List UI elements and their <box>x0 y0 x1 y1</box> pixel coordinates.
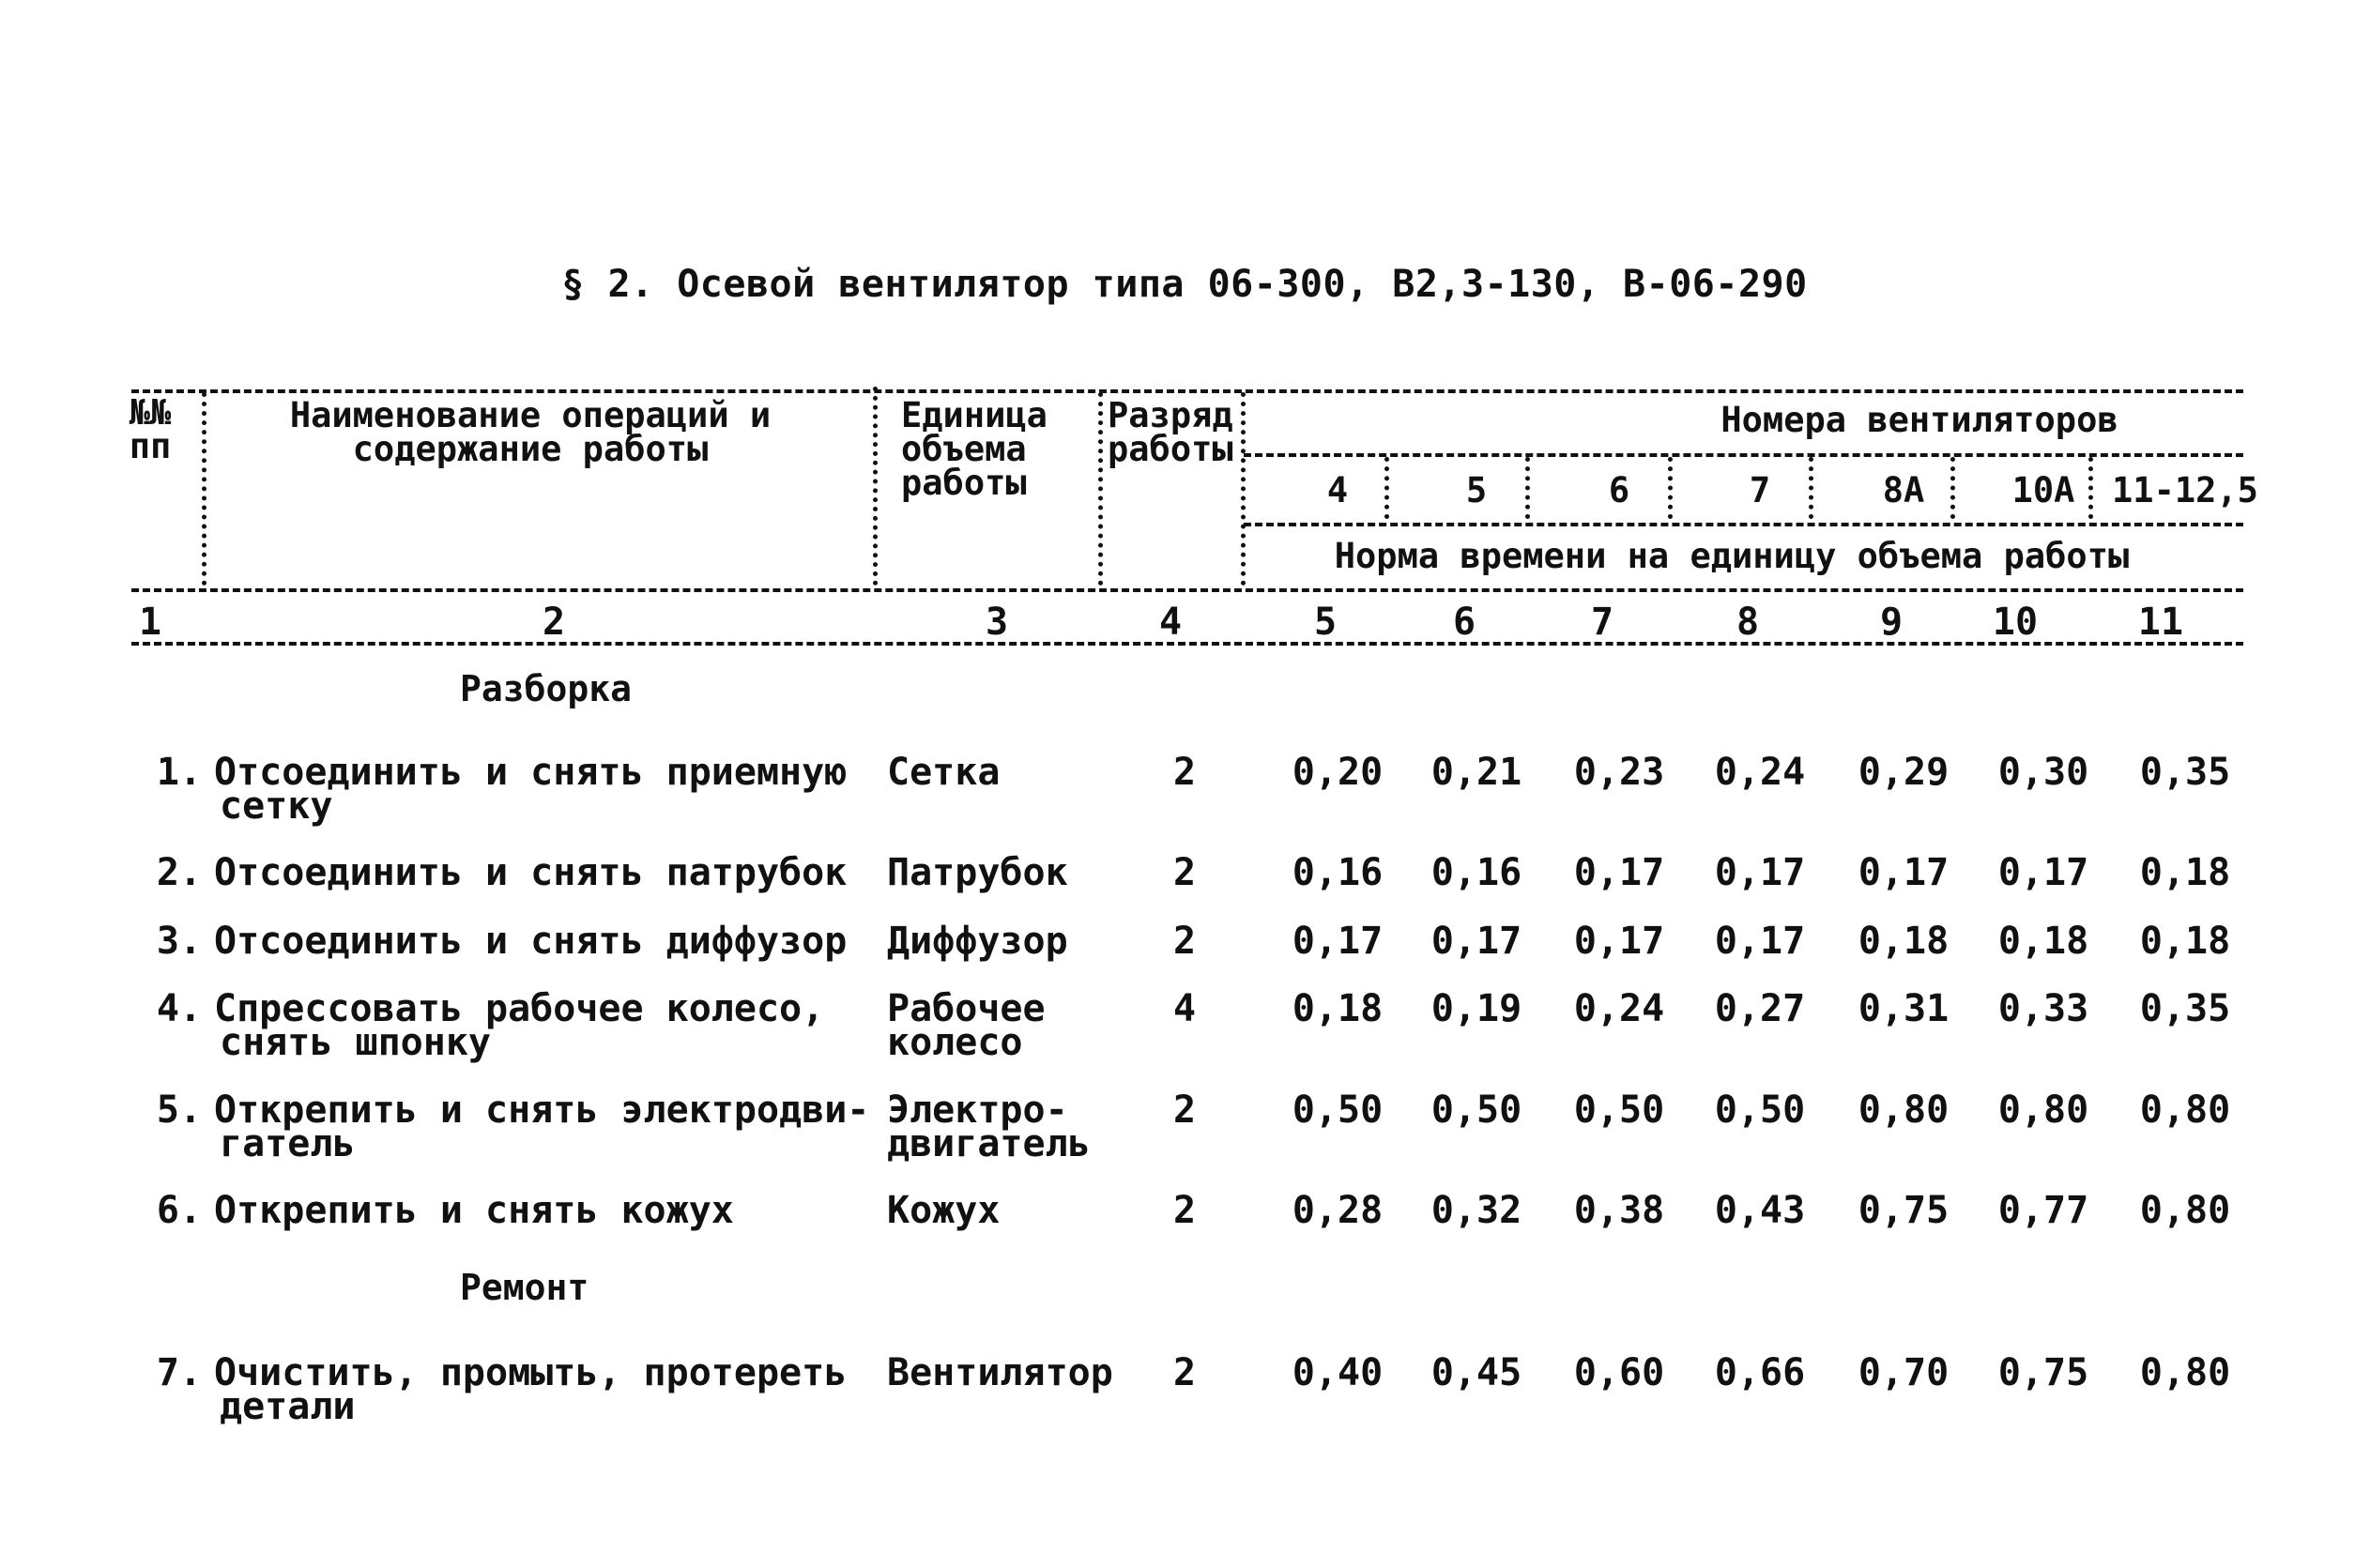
header-num-line: пп <box>129 426 172 466</box>
unit-line: колесо <box>887 1021 1023 1064</box>
dotted-separator <box>1950 457 1955 519</box>
fan-number: 4 <box>1326 470 1349 510</box>
grade-cell: 2 <box>1172 1189 1197 1232</box>
norm-value-cell: 0,70 <box>1858 1351 1950 1394</box>
norm-value-cell: 0,32 <box>1430 1189 1522 1232</box>
header-num-line: №№ <box>129 392 172 433</box>
norm-value-cell: 0,21 <box>1430 751 1522 794</box>
dotted-separator <box>1384 457 1389 519</box>
norm-value-cell: 0,27 <box>1714 987 1806 1030</box>
operation-cell <box>214 751 848 828</box>
norm-value-cell: 0,20 <box>1292 751 1384 794</box>
norm-value-cell: 0,18 <box>1997 920 2089 963</box>
row-number: 6. <box>156 1189 202 1232</box>
header-name-line: содержание работы <box>352 429 709 469</box>
operation-line: Спрессовать рабочее колесо, <box>214 987 825 1030</box>
unit-line: Сетка <box>887 751 1001 794</box>
dotted-separator <box>1098 392 1103 586</box>
unit-cell <box>887 920 1068 963</box>
norm-value-cell: 0,43 <box>1714 1189 1806 1232</box>
norm-value-cell: 0,80 <box>1858 1088 1950 1132</box>
norm-value-cell: 0,35 <box>2139 751 2231 794</box>
operation-cell <box>214 851 848 894</box>
column-number: 5 <box>1313 601 1338 644</box>
norm-value-cell: 0,75 <box>1858 1189 1950 1232</box>
norm-value-cell: 0,17 <box>1714 920 1806 963</box>
header-grade-line: работы <box>1108 429 1233 469</box>
operation-cell <box>214 987 825 1064</box>
header-name <box>289 395 772 469</box>
operation-line: гатель <box>220 1122 356 1165</box>
operation-line: детали <box>220 1385 356 1428</box>
unit-line: Патрубок <box>887 851 1068 894</box>
operation-line: Открепить и снять электродви- <box>214 1088 870 1132</box>
column-number: 2 <box>542 601 566 644</box>
norm-value-cell: 0,50 <box>1430 1088 1522 1132</box>
page-title: § 2. Осевой вентилятор типа 06-300, В2,3-130, В-06-290 <box>561 263 1808 306</box>
fan-number: 7 <box>1749 470 1771 510</box>
norm-value-cell: 0,33 <box>1997 987 2089 1030</box>
grade-cell: 2 <box>1172 851 1197 894</box>
unit-line: Диффузор <box>887 920 1068 963</box>
unit-line: Вентилятор <box>887 1351 1113 1394</box>
unit-line: двигатель <box>887 1122 1091 1165</box>
column-number: 8 <box>1736 601 1760 644</box>
norm-value-cell: 0,80 <box>2139 1088 2231 1132</box>
dotted-separator <box>202 392 206 586</box>
section-title: Ремонт <box>460 1267 589 1308</box>
operation-cell <box>214 1351 848 1428</box>
dotted-separator <box>1525 457 1530 519</box>
operation-line: Отсоединить и снять приемную <box>214 751 848 794</box>
fan-number: 11-12,5 <box>2112 470 2258 510</box>
header-unit <box>901 395 1048 503</box>
row-number: 7. <box>156 1351 202 1394</box>
norm-value-cell: 0,31 <box>1858 987 1950 1030</box>
dotted-separator <box>1809 457 1813 519</box>
fan-number: 6 <box>1608 470 1630 510</box>
column-number: 3 <box>985 601 1009 644</box>
header-unit-line: объема <box>901 429 1027 469</box>
norm-value-cell: 0,18 <box>1292 987 1384 1030</box>
fan-number: 10А <box>2011 470 2075 510</box>
grade-cell: 2 <box>1172 1088 1197 1132</box>
unit-cell <box>887 1088 1091 1165</box>
column-number: 4 <box>1158 601 1183 644</box>
header-norm-title: Норма времени на единицу объема работы <box>1334 536 2130 576</box>
norm-value-cell: 0,24 <box>1573 987 1665 1030</box>
norm-value-cell: 0,45 <box>1430 1351 1522 1394</box>
dashed-rule <box>131 389 2243 393</box>
norm-value-cell: 0,17 <box>1292 920 1384 963</box>
norm-value-cell: 0,23 <box>1573 751 1665 794</box>
norm-value-cell: 0,17 <box>1858 851 1950 894</box>
grade-cell: 2 <box>1172 751 1197 794</box>
norm-value-cell: 0,60 <box>1573 1351 1665 1394</box>
norm-value-cell: 0,17 <box>1714 851 1806 894</box>
fan-number: 8А <box>1882 470 1925 510</box>
norm-value-cell: 0,38 <box>1573 1189 1665 1232</box>
norm-value-cell: 0,24 <box>1714 751 1806 794</box>
norm-value-cell: 0,17 <box>1430 920 1522 963</box>
operation-cell <box>214 920 848 963</box>
operation-line: Отсоединить и снять диффузор <box>214 920 848 963</box>
dotted-separator <box>873 387 878 586</box>
column-number: 11 <box>2137 601 2184 644</box>
norm-value-cell: 0,40 <box>1292 1351 1384 1394</box>
norm-value-cell: 0,18 <box>1858 920 1950 963</box>
norm-value-cell: 0,29 <box>1858 751 1950 794</box>
unit-cell <box>887 851 1068 894</box>
norm-value-cell: 0,50 <box>1714 1088 1806 1132</box>
norm-value-cell: 0,17 <box>1573 920 1665 963</box>
header-fans-title: Номера вентиляторов <box>1720 400 2118 440</box>
norm-value-cell: 0,50 <box>1573 1088 1665 1132</box>
unit-line: Рабочее <box>887 987 1046 1030</box>
operation-line: Очистить, промыть, протереть <box>214 1351 848 1394</box>
unit-cell <box>887 751 1001 794</box>
row-number: 5. <box>156 1088 202 1132</box>
norm-value-cell: 0,80 <box>2139 1351 2231 1394</box>
unit-cell <box>887 1351 1113 1394</box>
unit-cell <box>887 987 1046 1064</box>
unit-line: Электро- <box>887 1088 1068 1132</box>
header-grade <box>1108 395 1233 469</box>
norm-value-cell: 0,16 <box>1430 851 1522 894</box>
norm-value-cell: 0,28 <box>1292 1189 1384 1232</box>
header-name-line: Наименование операций и <box>289 395 772 435</box>
dotted-separator <box>1241 392 1246 586</box>
column-number: 9 <box>1879 601 1904 644</box>
row-number: 2. <box>156 851 202 894</box>
norm-value-cell: 0,77 <box>1997 1189 2089 1232</box>
dashed-rule <box>131 642 2243 646</box>
column-number: 1 <box>138 601 162 644</box>
operation-line: Отсоединить и снять патрубок <box>214 851 848 894</box>
dashed-rule <box>131 588 2243 592</box>
header-num <box>129 392 172 466</box>
norm-value-cell: 0,18 <box>2139 851 2231 894</box>
dashed-rule <box>1244 523 2243 526</box>
norm-value-cell: 0,80 <box>2139 1189 2231 1232</box>
header-unit-line: работы <box>901 463 1027 503</box>
column-number: 10 <box>1992 601 2039 644</box>
norm-value-cell: 0,66 <box>1714 1351 1806 1394</box>
row-number: 1. <box>156 751 202 794</box>
unit-line: Кожух <box>887 1189 1001 1232</box>
dotted-separator <box>1668 457 1673 519</box>
norm-value-cell: 0,16 <box>1292 851 1384 894</box>
operation-cell <box>214 1189 734 1232</box>
norm-value-cell: 0,35 <box>2139 987 2231 1030</box>
operation-line: снять шпонку <box>220 1021 491 1064</box>
dotted-separator <box>2088 457 2093 519</box>
operation-line: Открепить и снять кожух <box>214 1189 734 1232</box>
operation-line: сетку <box>220 784 333 828</box>
norm-value-cell: 0,80 <box>1997 1088 2089 1132</box>
grade-cell: 4 <box>1172 987 1197 1030</box>
header-unit-line: Единица <box>901 395 1048 435</box>
column-number: 7 <box>1590 601 1614 644</box>
norm-value-cell: 0,75 <box>1997 1351 2089 1394</box>
row-number: 4. <box>156 987 202 1030</box>
norm-value-cell: 0,19 <box>1430 987 1522 1030</box>
grade-cell: 2 <box>1172 920 1197 963</box>
section-title: Разборка <box>460 668 633 709</box>
column-number: 6 <box>1452 601 1476 644</box>
norm-value-cell: 0,30 <box>1997 751 2089 794</box>
operation-cell <box>214 1088 870 1165</box>
norm-value-cell: 0,18 <box>2139 920 2231 963</box>
grade-cell: 2 <box>1172 1351 1197 1394</box>
norm-value-cell: 0,50 <box>1292 1088 1384 1132</box>
unit-cell <box>887 1189 1001 1232</box>
dashed-rule <box>1244 453 2243 457</box>
fan-number: 5 <box>1465 470 1488 510</box>
row-number: 3. <box>156 920 202 963</box>
norm-value-cell: 0,17 <box>1997 851 2089 894</box>
header-grade-line: Разряд <box>1108 395 1233 435</box>
norm-value-cell: 0,17 <box>1573 851 1665 894</box>
